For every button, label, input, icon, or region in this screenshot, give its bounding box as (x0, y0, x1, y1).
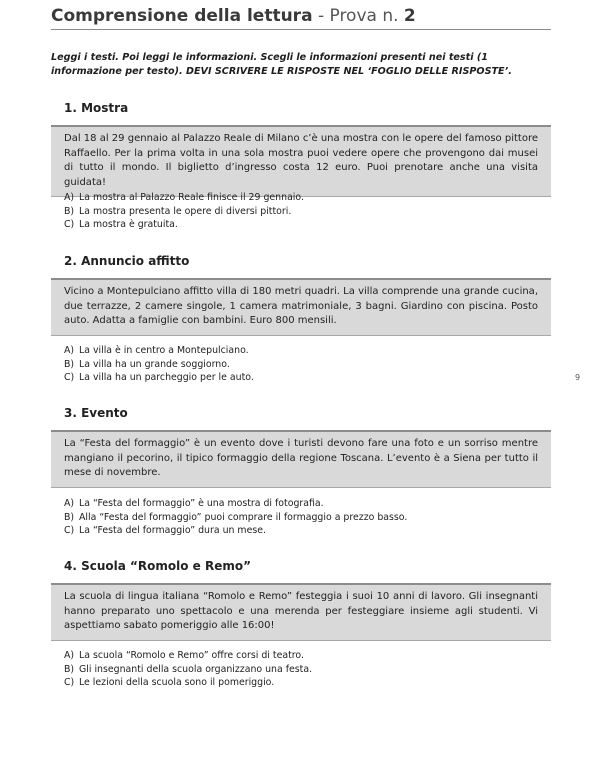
section-title-2: 2. Annuncio affitto (64, 254, 190, 268)
page-number: 9 (575, 373, 581, 382)
test-number: 2 (403, 6, 416, 26)
page-header (51, 6, 551, 30)
option-3a: A) La “Festa del formaggio” è una mostra di fotografia. (64, 498, 324, 509)
option-2a: A) La villa è in centro a Montepulciano. (64, 345, 249, 356)
option-1a: A) La mostra al Palazzo Reale finisce il 29 gennaio. (64, 192, 304, 203)
option-4a: A) La scuola “Romolo e Remo” offre corsi di teatro. (64, 650, 304, 661)
answer-options-2 (64, 344, 544, 385)
section-title-3: 3. Evento (64, 406, 128, 420)
instructions: Leggi i testi. Poi leggi le informazioni. Scegli le informazioni presenti nei testi (1 informazione per testo). DEVI SCRIVERE LE RISPOSTE NEL ‘FOGLIO DELLE RISPOSTE’. (51, 52, 512, 77)
reading-text-4: La scuola di lingua italiana “Romolo e Remo” festeggia i suoi 10 anni di lavoro. Gli insegnanti hanno preparato uno spettacolo e una merenda per festeggiare insieme agli studenti. Vi aspettiamo sabato pomeriggio alle 16:00! (51, 583, 551, 641)
option-4b: B) Gli insegnanti della scuola organizzano una festa. (64, 663, 313, 675)
reading-text-3: La “Festa del formaggio” è un evento dove i turisti devono fare una foto e un sorriso mentre mangiano il pecorino, il tipico formaggio della regione Toscana. L’evento è a Siena per tutto il mese di novembre. (51, 430, 551, 488)
section-title-4: 4. Scuola “Romolo e Remo” (64, 559, 252, 573)
answer-options-4 (64, 649, 544, 690)
answer-options-1 (64, 191, 544, 232)
section-title-1: 1. Mostra (64, 101, 129, 115)
option-4c: C) Le lezioni della scuola sono il pomeriggio. (64, 677, 275, 688)
page-title: Comprensione della lettura (51, 6, 313, 26)
reading-text-1: Dal 18 al 29 gennaio al Palazzo Reale di Milano c’è una mostra con le opere del famoso pittore Raffaello. Per la prima volta in una sola mostra puoi vedere opere che provengono dai musei di tutto il mondo. Il biglietto d’ingresso costa 12 euro. Puoi prenotare anche una visita guidata! (51, 125, 551, 197)
option-2c: C) La villa ha un parcheggio per le auto. (64, 372, 254, 383)
page-subtitle: - Prova n. (312, 6, 404, 26)
option-1b: B) La mostra presenta le opere di diversi pittori. (64, 205, 292, 217)
option-3c: C) La “Festa del formaggio” dura un mese. (64, 525, 266, 536)
answer-options-3 (64, 497, 544, 538)
option-1c: C) La mostra è gratuita. (64, 219, 178, 230)
option-2b: B) La villa ha un grande soggiorno. (64, 358, 230, 370)
option-3b: B) Alla “Festa del formaggio” puoi comprare il formaggio a prezzo basso. (64, 511, 408, 523)
reading-text-2: Vicino a Montepulciano affitto villa di 180 metri quadri. La villa comprende una grande cucina, due terrazze, 2 camere singole, 1 camera matrimoniale, 3 bagni. Giardino con piscina. Posto auto. Adatta a famiglie con bambini. Euro 800 mensili. (51, 278, 551, 336)
